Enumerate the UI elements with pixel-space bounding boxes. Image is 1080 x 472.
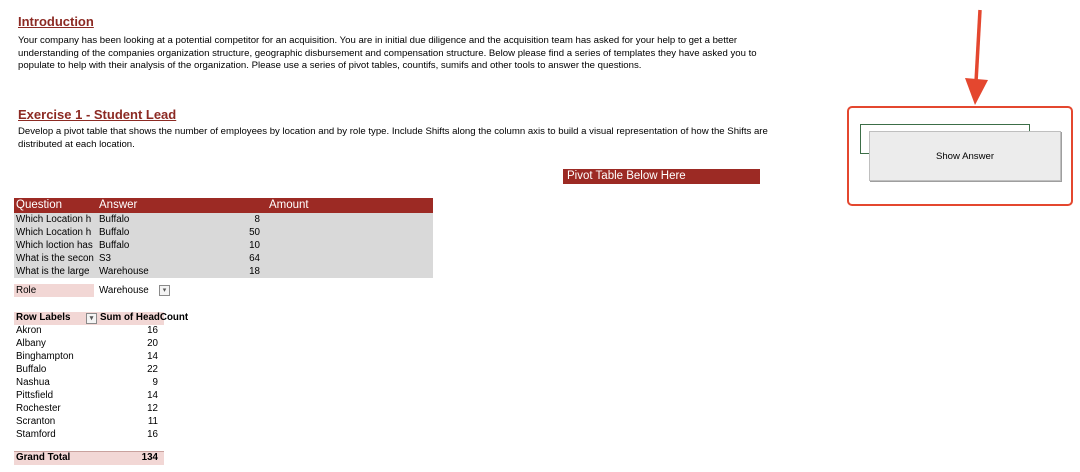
exercise-paragraph [18,126,768,151]
answer-cell: Warehouse [99,266,149,277]
answer-cell: Buffalo [99,240,130,251]
pivot-row[interactable] [14,325,194,338]
question-row[interactable] [14,213,433,226]
row-labels-filter-icon[interactable]: ▾ [86,313,97,324]
pivot-table [14,312,194,464]
pivot-row-label: Scranton [16,416,56,427]
pivot-row-value: 20 [147,338,158,349]
amount-cell: 10 [249,240,260,251]
intro-title: Introduction [18,14,94,29]
pivot-row[interactable] [14,351,194,364]
pivot-grand-total-row[interactable] [14,451,164,465]
header-amount: Amount [269,199,309,211]
arrow-down-icon [958,8,998,108]
pivot-row-label: Pittsfield [16,390,54,401]
question-row[interactable] [14,265,433,278]
question-cell: What is the secon [16,253,94,264]
pivot-row-value: 11 [147,416,158,427]
exercise-title: Exercise 1 - Student Lead [18,107,177,122]
amount-cell: 64 [249,253,260,264]
amount-cell: 18 [249,266,260,277]
amount-cell: 8 [254,214,260,225]
exercise-line-1: Develop a pivot table that shows the number of employees by location and by role type. Include Shifts along the column axis to build a visual representation of how the Shifts are [18,126,768,137]
amount-cell: 50 [249,227,260,238]
pivot-row-label: Albany [16,338,46,349]
role-filter-row [14,284,184,297]
question-cell: Which Location h [16,214,92,225]
answer-cell: Buffalo [99,214,130,225]
intro-line-3: populate to help with their analysis of the organization. Please use a series of pivot tables, countifs, sumifs and other tools to answer the questions. [18,60,642,72]
header-question: Question [16,199,63,211]
exercise-line-2: distributed at each location. [18,138,135,150]
pivot-header-sum: Sum of HeadCount [100,312,189,323]
question-cell: What is the large [16,266,90,277]
question-table-header [14,198,433,213]
pivot-row-value: 12 [147,403,158,414]
pivot-row-value: 14 [147,390,158,401]
pivot-grand-total-value: 134 [141,452,158,463]
question-row[interactable] [14,252,433,265]
pivot-row[interactable] [14,429,194,442]
pivot-row[interactable] [14,390,194,403]
pivot-row-value: 22 [147,364,158,375]
answer-cell: S3 [99,253,111,264]
intro-paragraph [18,35,757,73]
show-answer-button[interactable]: Show Answer [869,131,1061,181]
question-cell: Which loction has [16,240,93,251]
pivot-row-label: Stamford [16,429,56,440]
pivot-row[interactable] [14,416,194,429]
role-filter-value: Warehouse [99,285,149,296]
pivot-row-value: 16 [147,429,158,440]
pivot-table-banner: Pivot Table Below Here [563,169,760,184]
pivot-row-label: Rochester [16,403,61,414]
answer-cell: Buffalo [99,227,130,238]
pivot-header-row-labels: Row Labels [16,312,71,323]
pivot-row-value: 9 [152,377,158,388]
pivot-header-row [14,312,189,325]
question-cell: Which Location h [16,227,92,238]
pivot-row-label: Buffalo [16,364,47,375]
pivot-row[interactable] [14,364,194,377]
pivot-row[interactable] [14,338,194,351]
pivot-row-value: 14 [147,351,158,362]
question-row[interactable] [14,239,433,252]
pivot-row-value: 16 [147,325,158,336]
role-filter-label: Role [16,285,37,296]
header-answer: Answer [99,199,138,211]
pivot-row-label: Nashua [16,377,50,388]
pivot-row[interactable] [14,403,194,416]
intro-line-2: understanding of the companies organization structure, geographic disbursement and compensation structure. Below please find a series of templates they have asked you to [18,47,757,59]
intro-line-1: Your company has been looking at a potential competitor for an acquisition. You are in initial due diligence and the acquisition team has asked for your help to get a better [18,35,738,46]
question-row[interactable] [14,226,433,239]
filter-icon[interactable]: ▾ [159,285,170,296]
pivot-grand-total-label: Grand Total [16,452,71,463]
pivot-row-label: Binghampton [16,351,74,362]
pivot-row[interactable] [14,377,194,390]
pivot-row-label: Akron [16,325,42,336]
